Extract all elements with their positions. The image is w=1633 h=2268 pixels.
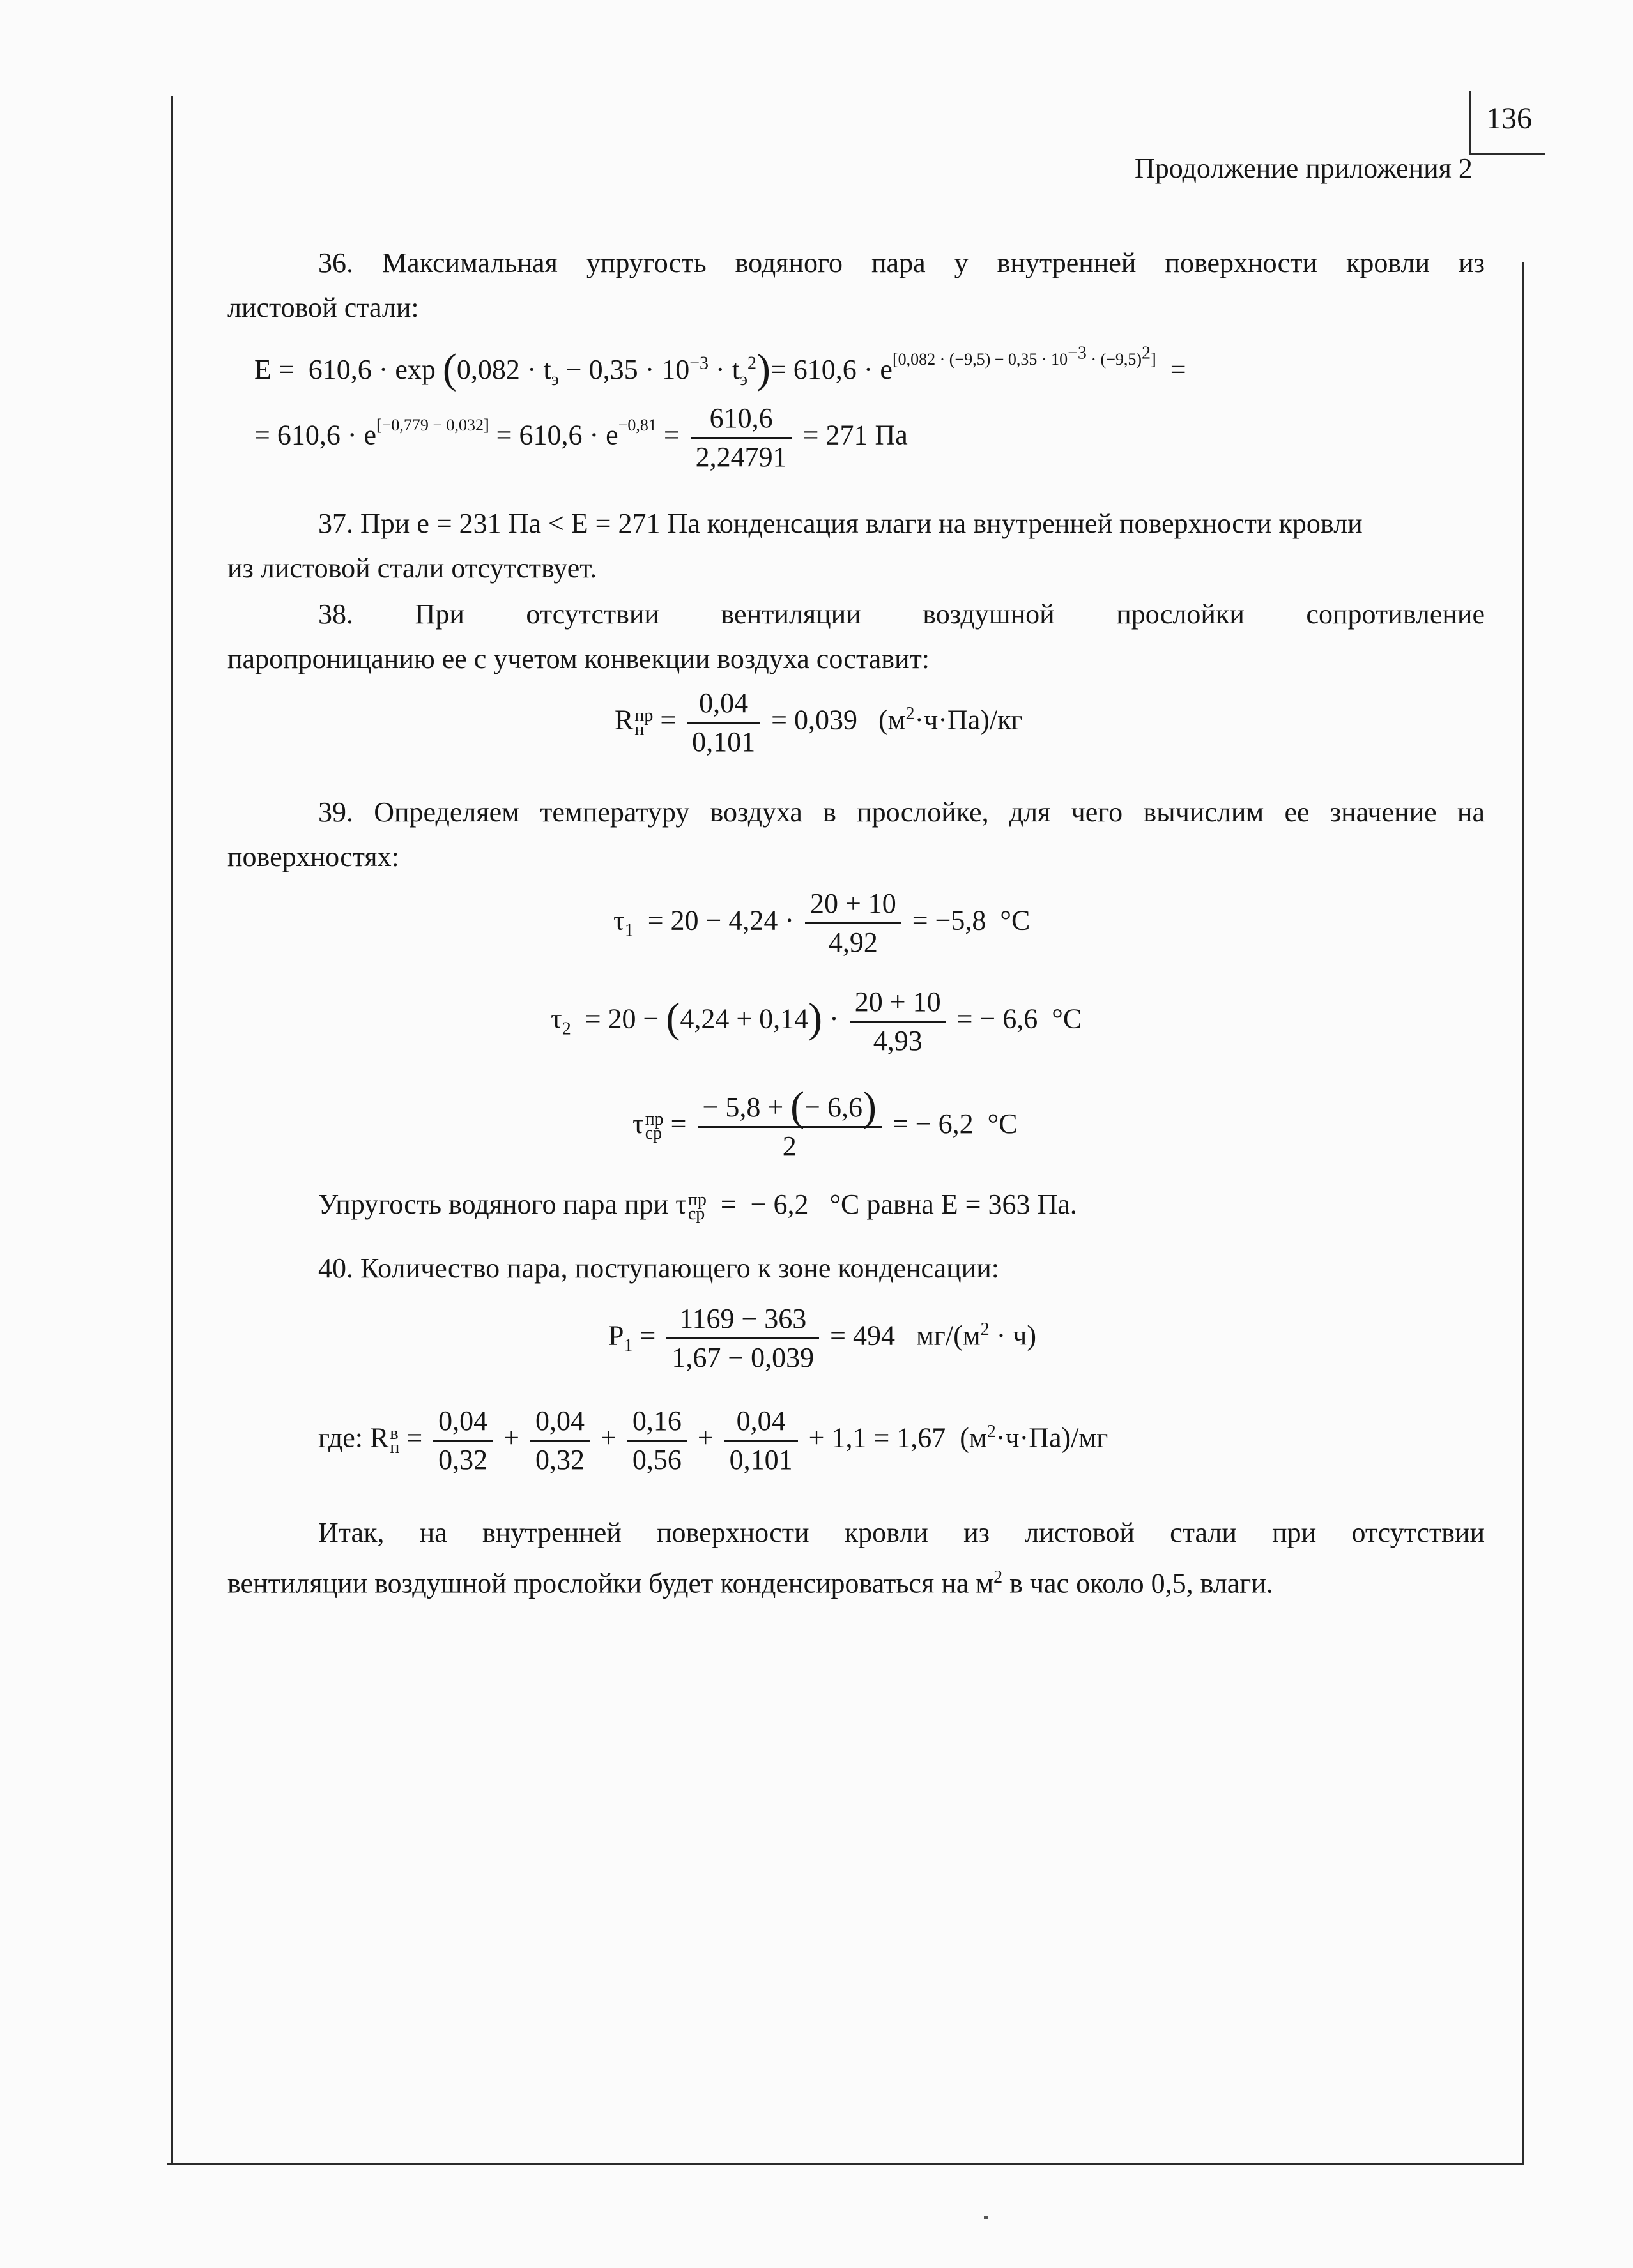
s40-eq1: $P_1$ = $\frac{1169 - 363}{1,67 - 0,039}$ = 494 $мг/(м^2 \cdot ч)$ (608, 1303, 1037, 1373)
page-number: 136 (1486, 102, 1532, 135)
frame-right-line (1522, 262, 1524, 2165)
s38-eq: Rпр н = $\frac{0,04}{0,101}$ = 0,039 $(м^2\cdot ч\cdot Па)/кг$ (615, 687, 1023, 757)
s38-line1: 38. При отсутствии вентиляции воздушной прослойки сопротивление (318, 598, 1485, 630)
frame-bottom-line (167, 2163, 1524, 2165)
conclusion-line2: вентиляции воздушной прослойки будет конденсироваться на $м^2$ в час около 0,5, влаги. (227, 1567, 1273, 1599)
s39-eq2: $\tau_2 = 20 - (4,24 + 0,14)$ · $\frac{20 + 10}{4,93}$ = − 6,6 °C (551, 986, 1082, 1056)
s40-line1: 40. Количество пара, поступающего к зоне конденсации: (318, 1252, 999, 1284)
frame-left-line (171, 96, 173, 2165)
s39-line1: 39. Определяем температуру воздуха в прослойке, для чего вычислим ее значение на (318, 796, 1485, 828)
s36-eq1: $E = 610,6 \cdot \exp (0,082 \cdot t_э - 0,35 \cdot 10^{-3} \cdot t_э^2)= 610,6 \cdot e[0,082 \cdot (-9,5) - 0,35 \cdot 10-3 \cdot (-9,5)2]$ = (254, 343, 1186, 392)
conclusion-line1: Итак, на внутренней поверхности кровли из листовой стали при отсутствии (318, 1517, 1485, 1548)
s39-line3: Упругость водяного пара при τпр ср = − 6,2 °C равна Е = 363 Па. (318, 1189, 1077, 1224)
s39-eq3: τпр ср = $\frac{- 5,8 + (- 6,6)}{2}$ = − 6,2 °C (632, 1083, 1018, 1162)
s36-line1: 36. Максимальная упругость водяного пара у внутренней поверхности кровли из (318, 247, 1485, 278)
s40-eq2: где: Rв п = $\frac{0,04}{0,32}$ + $\frac{0,04}{0,32}$ + $\frac{0,16}{0,56}$ + $\frac{0,04}{0,101}$ + 1,1 = 1,67 $(м^2\cdot ч\cdot Па)/мг$ (318, 1405, 1108, 1475)
s38-line2: паропроницанию ее с учетом конвекции воздуха составит: (227, 643, 930, 674)
s36-line2: листовой стали: (227, 292, 419, 323)
page-number-box-left (1469, 91, 1471, 155)
s37-line2: из листовой стали отсутствует. (227, 552, 597, 584)
s39-line2: поверхностях: (227, 841, 399, 872)
page-number-box-bottom (1469, 153, 1545, 155)
s36-eq2: = $610,6 \cdot e[-0,779 - 0,032] = 610,6 \cdot e^{-0,81}$ = $\frac{610,6}{2,24791}$ = 271 Па (254, 402, 908, 473)
s39-eq1: $\tau_1 = 20 - 4,24$ · $\frac{20 + 10}{4,92}$ = −5,8 °C (613, 888, 1031, 958)
continuation-label: Продолжение приложения 2 (1135, 153, 1473, 184)
s37-line1: 37. При е = 231 Па < Е = 271 Па конденсация влаги на внутренней поверхности кровли (318, 508, 1363, 539)
scan-mark (984, 2216, 988, 2219)
